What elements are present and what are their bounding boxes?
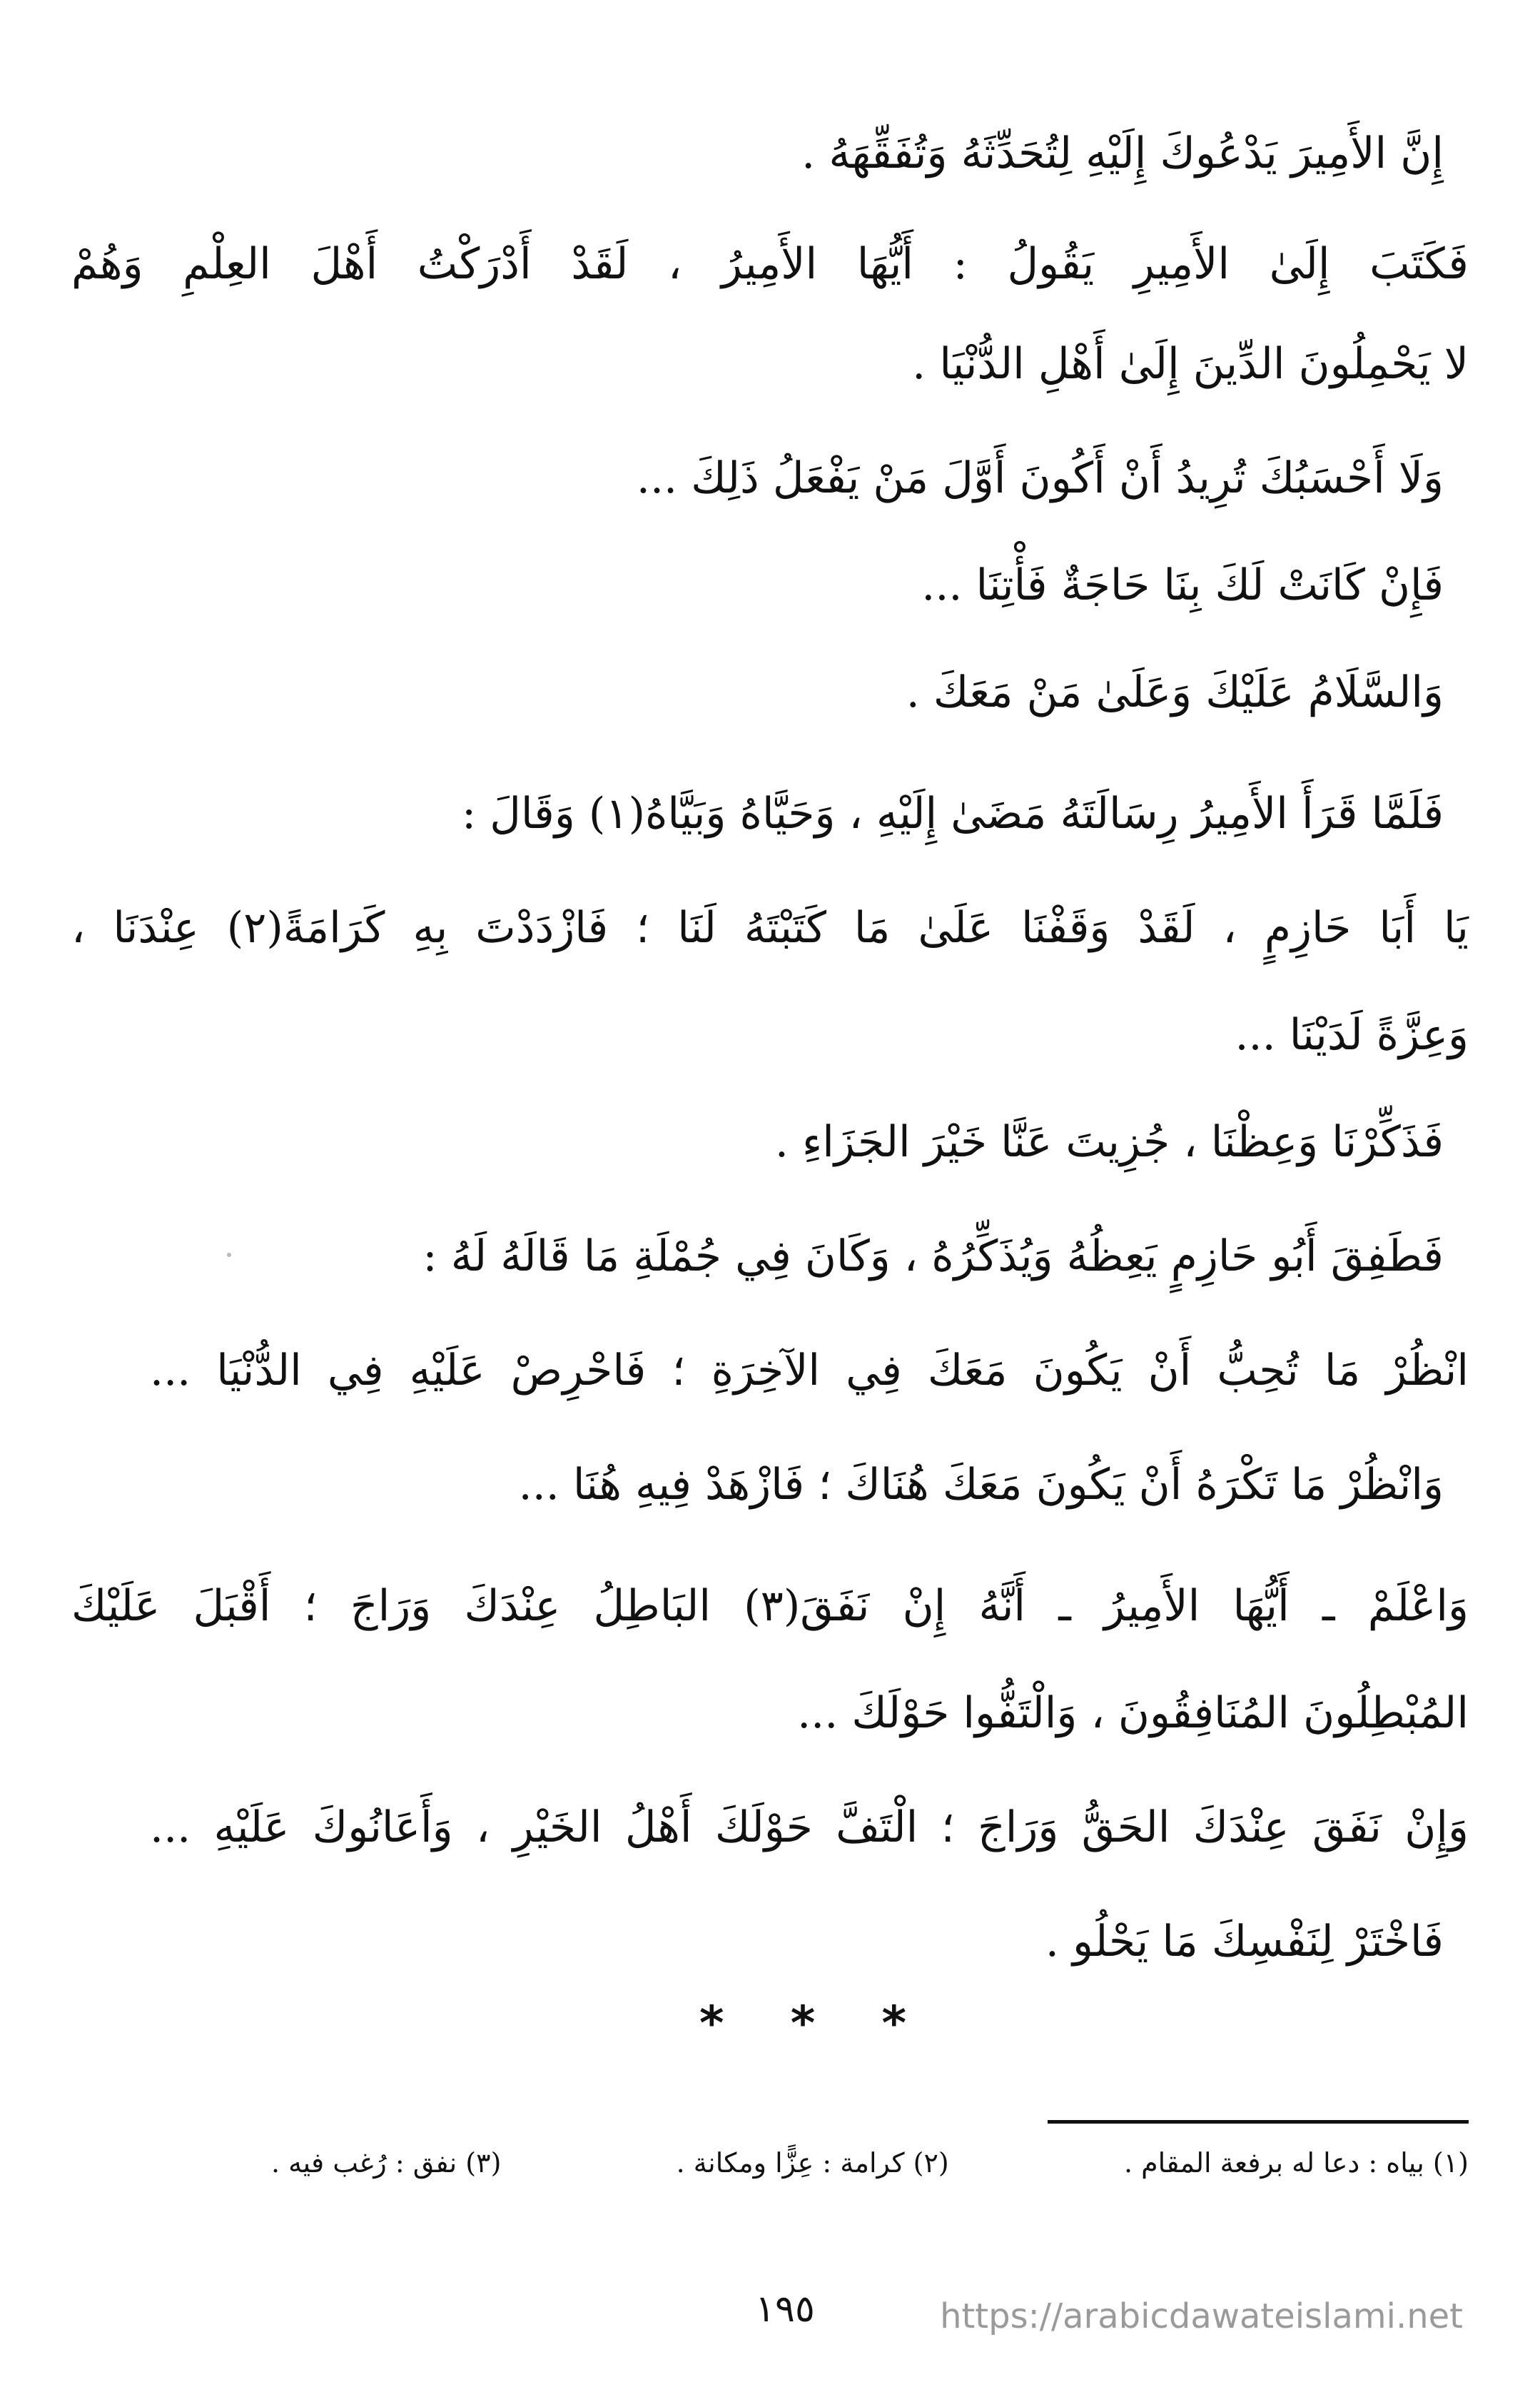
- body-line-3: لا يَحْمِلُونَ الدِّينَ إِلَىٰ أَهْلِ الدُّنْيَا .: [912, 339, 1469, 389]
- footnote-2: (٢) كرامة : عِزًّا ومكانة .: [676, 2147, 949, 2179]
- body-line-7: فَلَمَّا قَرَأَ الأَمِيرُ رِسَالَتَهُ مَضَىٰ إِلَيْهِ ، وَحَيَّاهُ وَبَيَّاهُ(١) وَقَالَ :: [462, 789, 1444, 839]
- footnote-divider: [1048, 2120, 1469, 2124]
- footnotes: [271, 2141, 1469, 2184]
- watermark-url: https://arabicdawateislami.net: [940, 2296, 1463, 2336]
- section-separator: [699, 1995, 906, 2052]
- body-line-13: وَانْظُرْ مَا تَكْرَهُ أَنْ يَكُونَ مَعَكَ هُنَاكَ ؛ فَازْهَدْ فِيهِ هُنَا ...: [518, 1460, 1444, 1510]
- body-line-2: فَكَتَبَ إِلَىٰ الأَمِيرِ يَقُولُ : أَيُّهَا الأَمِيرُ ، لَقَدْ أَدْرَكْتُ أَهْلَ العِلْمِ وَهُمْ: [71, 239, 1469, 289]
- page-number: ١٩٥: [755, 2288, 815, 2331]
- separator-star-2: *: [790, 1996, 816, 2051]
- scan-speck: [227, 1253, 231, 1257]
- body-line-10: فَذَكِّرْنَا وَعِظْنَا ، جُزِيتَ عَنَّا خَيْرَ الجَزَاءِ .: [774, 1117, 1444, 1167]
- body-line-8: يَا أَبَا حَازِمٍ ، لَقَدْ وَقَفْنَا عَلَىٰ مَا كَتَبْتَهُ لَنَا ؛ فَازْدَدْتَ بِهِ كَرَامَةً(٢) عِنْدَنَا ،: [71, 903, 1469, 953]
- footnote-3: (٣) نفق : رُغب فيه .: [271, 2147, 502, 2179]
- body-line-5: فَإِنْ كَانَتْ لَكَ بِنَا حَاجَةٌ فَأْتِنَا ...: [921, 560, 1444, 610]
- body-line-4: وَلَا أَحْسَبُكَ تُرِيدُ أَنْ أَكُونَ أَوَّلَ مَنْ يَفْعَلُ ذَلِكَ ...: [636, 453, 1444, 503]
- separator-star-1: *: [699, 1996, 724, 2051]
- body-line-14: وَاعْلَمْ ـ أَيُّهَا الأَمِيرُ ـ أَنَّهُ إِنْ نَفَقَ(٣) البَاطِلُ عِنْدَكَ وَرَاجَ ؛ أَقْبَلَ عَلَيْكَ: [71, 1581, 1469, 1631]
- body-line-6: وَالسَّلَامُ عَلَيْكَ وَعَلَىٰ مَنْ مَعَكَ .: [906, 667, 1444, 717]
- body-line-1: إِنَّ الأَمِيرَ يَدْعُوكَ إِلَيْهِ لِتُحَدِّثَهُ وَتُفَقِّهَهُ .: [801, 128, 1444, 178]
- footnote-1: (١) بياه : دعا له برفعة المقام .: [1123, 2147, 1469, 2179]
- body-line-16: وَإِنْ نَفَقَ عِنْدَكَ الحَقُّ وَرَاجَ ؛ الْتَفَّ حَوْلَكَ أَهْلُ الخَيْرِ ، وَأَعَانُوكَ عَلَيْهِ ...: [150, 1802, 1469, 1852]
- separator-star-3: *: [881, 1996, 906, 2051]
- body-line-11: فَطَفِقَ أَبُو حَازِمٍ يَعِظُهُ وَيُذَكِّرُهُ ، وَكَانَ فِي جُمْلَةِ مَا قَالَهُ لَهُ :: [422, 1231, 1444, 1281]
- body-line-17: فَاخْتَرْ لِنَفْسِكَ مَا يَحْلُو .: [1045, 1917, 1444, 1967]
- body-line-15: المُبْطِلُونَ المُنَافِقُونَ ، وَالْتَفُّوا حَوْلَكَ ...: [797, 1688, 1469, 1738]
- body-line-9: وَعِزَّةً لَدَيْنَا ...: [1235, 1010, 1469, 1060]
- body-line-12: انْظُرْ مَا تُحِبُّ أَنْ يَكُونَ مَعَكَ فِي الآخِرَةِ ؛ فَاحْرِصْ عَلَيْهِ فِي الدُّنْيَا ...: [150, 1346, 1469, 1396]
